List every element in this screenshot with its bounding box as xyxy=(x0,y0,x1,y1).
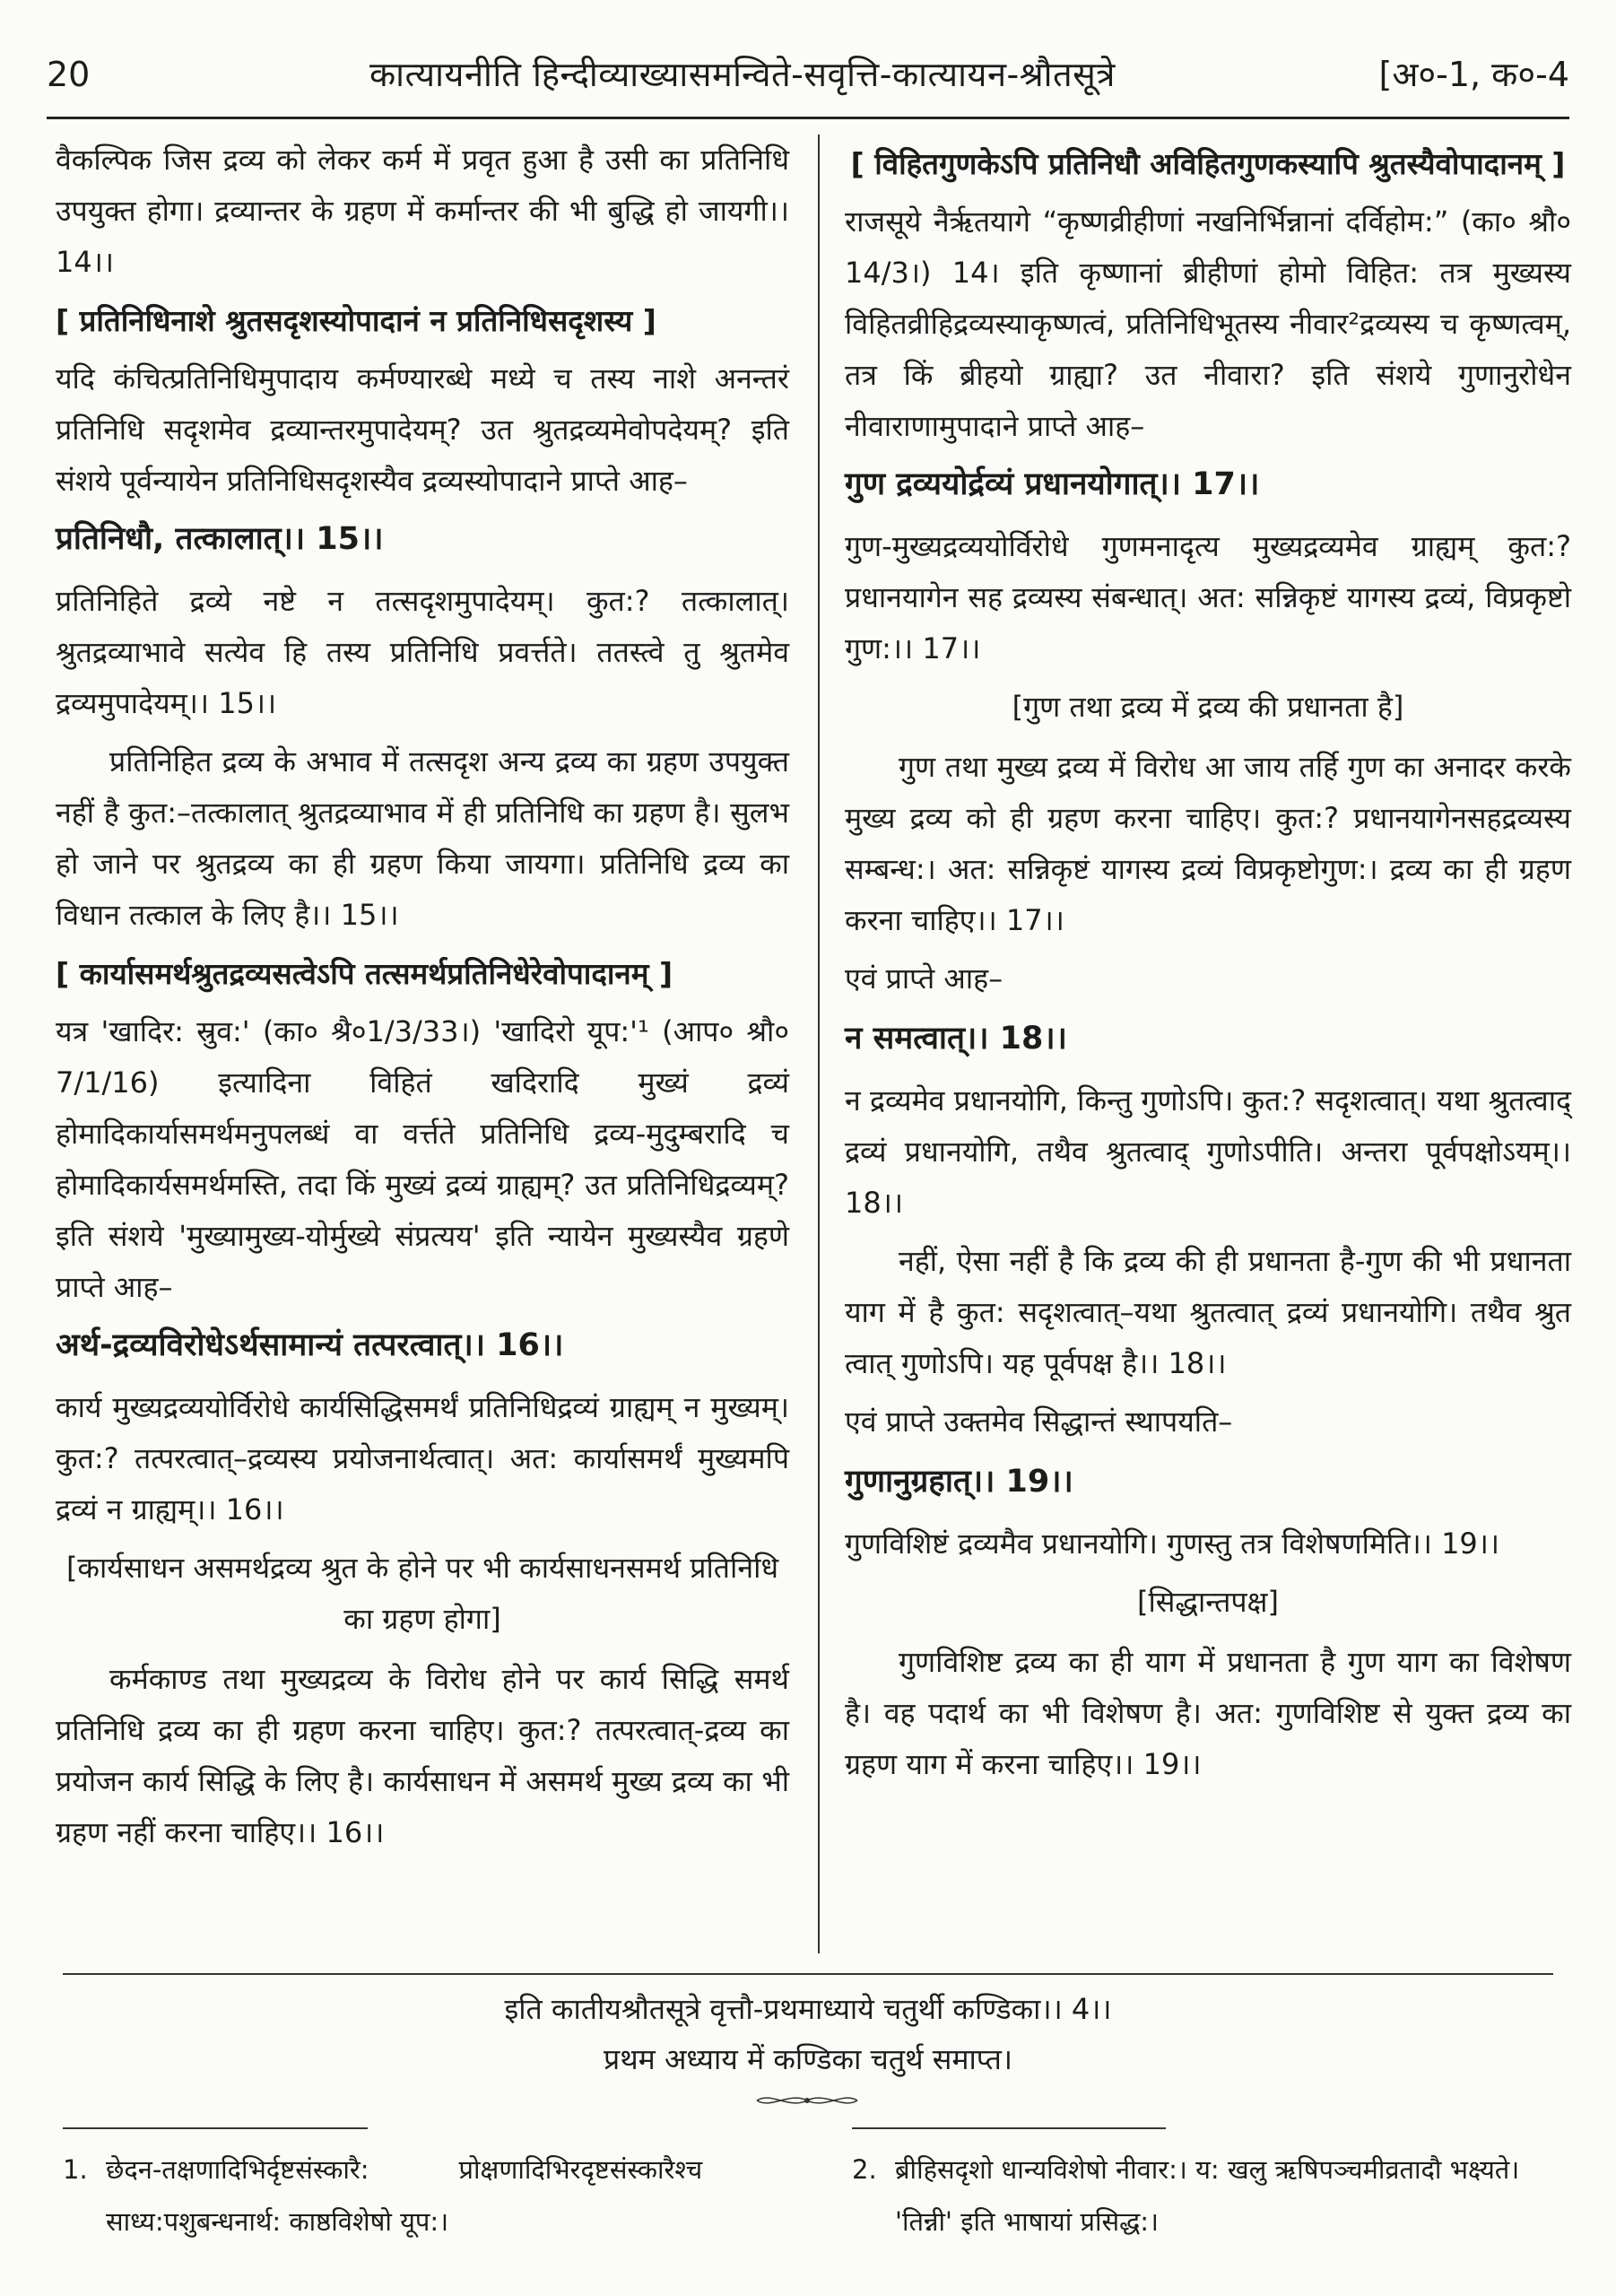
header-rule xyxy=(47,117,1569,119)
section-heading: [गुण तथा द्रव्य में द्रव्य की प्रधानता है] xyxy=(1012,690,1404,724)
left-column xyxy=(56,135,789,1866)
running-header xyxy=(47,43,1569,106)
paragraph: नहीं, ऐसा नहीं है कि द्रव्य की ही प्रधानता है-गुण की भी प्रधानता याग में है कुत: सदृशत्वात्–यथा श्रुतत्वात् द्रव्यं प्रधानयोगि। तथैव श्रुत त्वात् गुणोऽपि। यह पूर्वपक्ष है।। 18।। xyxy=(845,1244,1571,1380)
footnote-number: 1. xyxy=(63,2154,88,2185)
bottom-rule xyxy=(63,1973,1553,1975)
footnote-text: साध्य:पशुबन्धनार्थ: काष्ठविशेषो यूप:। xyxy=(106,2206,449,2237)
paragraph: गुण-मुख्यद्रव्ययोर्विरोधे गुणमनादृत्य मुख्यद्रव्यमेव ग्राह्यम् कुत:? प्रधानयागेन सह द्रव्यस्य संबन्धात्। अत: सन्निकृष्टं यागस्य द्रव्यं, विप्रकृष्टो गुण:।। 17।। xyxy=(845,529,1571,665)
paragraph: प्रतिनिहिते द्रव्ये नष्टे न तत्सदृशमुपादेयम्। कुत:? तत्कालात्। श्रुतद्रव्याभावे सत्येव हि तस्य प्रतिनिधि प्रवर्त्तते। ततस्त्वे तु श्रुतमेव द्रव्यमुपादेयम्।। 15।। xyxy=(56,584,789,720)
footnote-text: प्रोक्षणादिभिरदृष्टसंस्कारैश्च xyxy=(458,2154,703,2185)
footnote-text: छेदन-तक्षणादिभिर्दृष्टसंस्कारै: xyxy=(106,2154,369,2185)
section-heading: [ कार्यासमर्थश्रुतद्रव्यसत्वेऽपि तत्समर्थप्रतिनिधेरेवोपादानम् ] xyxy=(56,956,673,991)
footnote-text: ब्रीहिसदृशो धान्यविशेषो नीवार:। य: खलु ऋषिपञ्चमीव्रतादौ भक्ष्यते। xyxy=(895,2154,1520,2185)
section-heading: [कार्यसाधन असमर्थद्रव्य श्रुत के होने पर भी कार्यसाधनसमर्थ प्रतिनिधि का ग्रहण होगा] xyxy=(65,1551,779,1636)
paragraph: गुणविशिष्टं द्रव्यमैव प्रधानयोगि। गुणस्तु तत्र विशेषणमिति।। 19।। xyxy=(845,1526,1500,1561)
colophon-line: प्रथम अध्याय में कण्डिका चतुर्थ समाप्त। xyxy=(603,2042,1012,2076)
running-title: कात्यायनीति हिन्दीव्याख्यासमन्विते-सवृत्ति-कात्यायन-श्रौतसूत्रे xyxy=(369,55,1116,94)
footnote-1 xyxy=(63,2144,798,2248)
right-column xyxy=(845,135,1571,1797)
section-heading: [सिद्धान्तपक्ष] xyxy=(1137,1585,1279,1619)
sutra-17: गुण द्रव्ययोर्द्रव्यं प्रधानयोगात्।। 17।। xyxy=(845,466,1260,502)
column-divider xyxy=(818,135,820,1953)
sutra-19: गुणानुग्रहात्।। 19।। xyxy=(845,1464,1073,1500)
footnote-rule xyxy=(63,2127,368,2129)
sutra-16: अर्थ-द्रव्यविरोधेऽर्थसामान्यं तत्परत्वात्।। 16।। xyxy=(56,1327,564,1363)
paragraph: गुण तथा मुख्य द्रव्य में विरोध आ जाय तर्हि गुण का अनादर करके मुख्य द्रव्य को ही ग्रहण करना चाहिए। कुत:? प्रधानयागेनसहद्रव्यस्य सम्बन्ध:। अत: सन्निकृष्टं यागस्य द्रव्यं विप्रकृष्टोगुण:। द्रव्य का ही ग्रहण करना चाहिए।। 17।। xyxy=(845,750,1571,937)
footnote-number: 2. xyxy=(852,2154,877,2185)
paragraph: एवं प्राप्ते आह– xyxy=(845,961,1003,996)
sutra-15: प्रतिनिधौ, तत्कालात्।। 15।। xyxy=(56,521,384,557)
section-reference: [अ०-1, क०-4 xyxy=(1378,55,1569,94)
section-heading: [ विहितगुणकेऽपि प्रतिनिधौ अविहितगुणकस्यापि श्रुतस्यैवोपादानम् ] xyxy=(850,146,1566,181)
colophon xyxy=(0,1984,1616,2084)
colophon-line: इति कातीयश्रौतसूत्रे वृत्तौ-प्रथमाध्याये चतुर्थी कण्डिका।। 4।। xyxy=(504,1992,1112,2026)
paragraph: यत्र 'खादिर: स्रुव:' (का० श्रै०1/3/33।) 'खादिरो यूप:'¹ (आप० श्रौ० 7/1/16) इत्यादिना विहितं खदिरादि मुख्यं द्रव्यं होमादिकार्यासमर्थमनुपलब्धं वा वर्त्तते प्रतिनिधि द्रव्य-मुदुम्बरादि च होमादिकार्यसमर्थमस्ति, तदा किं मुख्यं द्रव्यं ग्राह्यम्? उत प्रतिनिधिद्रव्यम्? इति संशये 'मुख्यामुख्य-योर्मुख्ये संप्रत्यय' इति न्यायेन मुख्यस्यैव ग्रहणे प्राप्ते आह– xyxy=(56,1014,789,1304)
paragraph: प्रतिनिहित द्रव्य के अभाव में तत्सदृश अन्य द्रव्य का ग्रहण उपयुक्त नहीं है कुत:–तत्कालात् श्रुतद्रव्याभाव में ही प्रतिनिधि का ग्रहण है। सुलभ हो जाने पर श्रुतद्रव्य का ही ग्रहण किया जायगा। प्रतिनिधि द्रव्य का विधान तत्काल के लिए है।। 15।। xyxy=(56,744,789,932)
footnote-rule xyxy=(852,2127,1166,2129)
paragraph: कर्मकाण्ड तथा मुख्यद्रव्य के विरोध होने पर कार्य सिद्धि समर्थ प्रतिनिधि द्रव्य का ही ग्रहण करना चाहिए। कुत:? तत्परत्वात्-द्रव्य का प्रयोजन कार्य सिद्धि के लिए है। कार्यसाधन में असमर्थ मुख्य द्रव्य का भी ग्रहण नहीं करना चाहिए।। 16।। xyxy=(56,1662,789,1849)
paragraph: कार्य मुख्यद्रव्ययोर्विरोधे कार्यसिद्धिसमर्थं प्रतिनिधिद्रव्यं ग्राह्यम् न मुख्यम्। कुत:? तत्परत्वात्–द्रव्यस्य प्रयोजनार्थत्वात्। अत: कार्यासमर्थं मुख्यमपि द्रव्यं न ग्राह्यम्।। 16।। xyxy=(56,1390,789,1526)
paragraph: न द्रव्यमेव प्रधानयोगि, किन्तु गुणोऽपि। कुत:? सदृशत्वात्। यथा श्रुतत्वाद् द्रव्यं प्रधानयोगि, तथैव श्रुतत्वाद् गुणोऽपीति। अन्तरा पूर्वपक्षोऽयम्।। 18।। xyxy=(845,1083,1571,1220)
footnote-2 xyxy=(852,2144,1569,2248)
footnote-text: 'तिन्नी' इति भाषायां प्रसिद्ध:। xyxy=(895,2206,1160,2237)
paragraph: राजसूये नैर्ऋतयागे “कृष्णव्रीहीणां नखनिर्भिन्नानां दर्विहोम:” (का० श्रौ० 14/3।) 14। इति कृष्णानां ब्रीहीणां होमो विहित: तत्र मुख्यस्य विहितव्रीहिद्रव्यस्याकृष्णत्वं, प्रतिनिधिभूतस्य नीवार²द्रव्यस्य च कृष्णत्वम्, तत्र किं ब्रीहयो ग्राह्या? उत नीवारा? इति संशये गुणानुरोधेन नीवाराणामुपादाने प्राप्ते आह– xyxy=(845,204,1571,443)
section-heading: [ प्रतिनिधिनाशे श्रुतसदृशस्योपादानं न प्रतिनिधिसदृशस्य ] xyxy=(56,303,656,338)
paragraph: गुणविशिष्ट द्रव्य का ही याग में प्रधानता है गुण याग का विशेषण है। वह पदार्थ का भी विशेषण है। अत: गुणविशिष्ट से युक्त द्रव्य का ग्रहण याग में करना चाहिए।। 19।। xyxy=(845,1645,1571,1781)
sutra-18: न समत्वात्।। 18।। xyxy=(845,1021,1067,1057)
paragraph: वैकल्पिक जिस द्रव्य को लेकर कर्म में प्रवृत हुआ है उसी का प्रतिनिधि उपयुक्त होगा। द्रव्यान्तर के ग्रहण में कर्मान्तर की भी बुद्धि हो जायगी।। 14।। xyxy=(56,143,789,279)
page-number: 20 xyxy=(47,55,91,94)
paragraph: यदि कंचित्प्रतिनिधिमुपादाय कर्मण्यारब्धे मध्ये च तस्य नाशे अनन्तरं प्रतिनिधि सदृशमेव द्रव्यान्तरमुपादेयम्? उत श्रुतद्रव्यमेवोपदेयम्? इति संशये पूर्वन्यायेन प्रतिनिधिसदृशस्यैव द्रव्यस्योपादाने प्राप्ते आह– xyxy=(56,361,789,498)
ornament-icon xyxy=(753,2092,861,2109)
paragraph: एवं प्राप्ते उक्तमेव सिद्धान्तं स्थापयति– xyxy=(845,1405,1233,1439)
